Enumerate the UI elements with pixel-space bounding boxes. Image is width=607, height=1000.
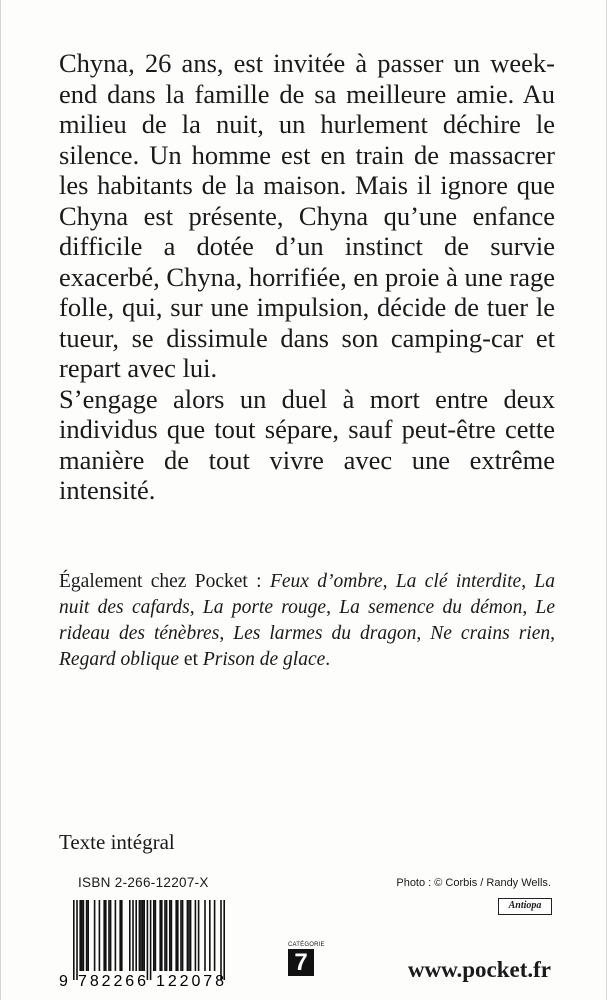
also-by-last-title: Prison de glace: [202, 649, 326, 670]
barcode-bar: [87, 900, 89, 971]
barcode-bar: [94, 900, 96, 971]
barcode-bar: [135, 900, 137, 971]
barcode-bar: [164, 900, 166, 971]
barcode-bar: [76, 900, 78, 980]
barcode-bar: [175, 900, 177, 971]
synopsis: [59, 48, 555, 506]
category-number: 7: [288, 949, 314, 976]
barcode-bar: [190, 900, 192, 971]
also-by-separator: ,: [550, 623, 555, 644]
barcode-bar: [132, 900, 134, 971]
category-label: CATÉGORIE: [288, 942, 325, 948]
barcode-bar: [119, 900, 121, 971]
barcode-bar: [142, 900, 144, 971]
barcode-bar: [129, 900, 131, 971]
barcode: [59, 898, 237, 990]
barcode-bar: [198, 900, 200, 971]
barcode-bar: [147, 900, 149, 980]
texte-integral-label: Texte intégral: [59, 830, 175, 854]
barcode-bar: [180, 900, 182, 971]
also-by-separator: ,: [416, 623, 431, 644]
barcode-bar: [139, 900, 141, 971]
also-by-title: Les larmes du dragon: [233, 623, 417, 644]
barcode-bar: [73, 900, 75, 980]
also-by-title: La nuit des cafards: [59, 571, 556, 618]
barcode-bar: [195, 900, 197, 971]
barcode-bar: [115, 900, 117, 971]
barcode-bar: [161, 900, 163, 971]
barcode-bar: [166, 900, 168, 971]
also-by-title: La porte rouge: [202, 597, 327, 618]
barcode-bar: [159, 900, 161, 971]
barcode-bar: [171, 900, 173, 971]
also-by-separator: ,: [382, 571, 396, 592]
barcode-bar: [169, 900, 171, 971]
barcode-bar: [110, 900, 112, 971]
barcode-bar: [209, 900, 211, 971]
barcode-bar: [86, 900, 88, 971]
barcode-bar: [121, 900, 123, 971]
website-url: www.pocket.fr: [407, 957, 551, 982]
also-by-end: .: [325, 649, 331, 670]
also-by-title: Le rideau des ténèbres: [59, 597, 556, 644]
barcode-digits-left: 782266: [78, 973, 146, 990]
antiopa-logo: Antiopa: [498, 898, 552, 915]
also-by-separator: ,: [189, 597, 203, 618]
barcode-bar: [188, 900, 190, 971]
barcode-bar: [140, 900, 142, 971]
barcode-bar: [220, 900, 222, 980]
category-badge: [288, 942, 325, 976]
also-by-author-list: [59, 569, 555, 673]
also-by-title: Ne crains rien: [430, 623, 551, 644]
barcode-bar: [108, 900, 110, 971]
barcode-bar: [99, 900, 101, 971]
barcode-bar: [105, 900, 107, 971]
also-by-title: La semence du démon: [339, 597, 523, 618]
barcode-bar: [143, 900, 145, 971]
also-by-title: Regard oblique: [59, 649, 180, 670]
barcode-bar: [153, 900, 155, 971]
barcode-bar: [155, 900, 157, 971]
also-by-separator: ,: [326, 597, 340, 618]
isbn: ISBN 2-266-12207-X: [78, 875, 209, 890]
barcode-bar: [182, 900, 184, 971]
barcode-bar: [79, 900, 81, 971]
also-by-separator: ,: [219, 623, 234, 644]
barcode-bar: [204, 900, 206, 971]
also-by-intro: Également chez Pocket :: [59, 571, 270, 592]
also-by-separator: ,: [522, 597, 536, 618]
barcode-bar: [187, 900, 189, 971]
also-by-title: Feux d’ombre: [269, 571, 383, 592]
barcode-bar: [177, 900, 179, 971]
barcode-graphic: [59, 898, 237, 990]
synopsis-paragraph-2: S’engage alors un duel à mort entre deux individus que tout sépare, sauf peut-être cette manière de tout vivre avec une extrême intensité.: [59, 383, 555, 505]
photo-credit: Photo : © Corbis / Randy Wells.: [396, 877, 551, 889]
barcode-bar: [103, 900, 105, 971]
barcode-bar: [83, 900, 85, 971]
barcode-bar: [223, 900, 225, 980]
synopsis-paragraph-1: Chyna, 26 ans, est invitée à passer un week-end dans la famille de sa meilleure amie. Au milieu de la nuit, un hurlement déchire le silence. Un homme est en train de massacrer les habitants de la maison. Mais il ignore que Chyna est présente, Chyna qu’une enfance difficile a dotée d’un instinct de survie exacerbé, Chyna, horrifiée, en proie à une rage folle, qui, sur une impulsion, décide de tuer le tueur, se dissimule dans son camping-car et repart avec lui.: [59, 48, 555, 383]
also-by-title: La clé interdite: [395, 571, 522, 592]
barcode-first-digit: 9: [59, 973, 68, 990]
barcode-bar: [81, 900, 83, 971]
barcode-bar: [214, 900, 216, 971]
barcode-bar: [150, 900, 152, 980]
barcode-digits-right: 122078: [156, 973, 224, 990]
also-by-joiner: et: [179, 649, 203, 670]
also-by-separator: ,: [521, 571, 535, 592]
